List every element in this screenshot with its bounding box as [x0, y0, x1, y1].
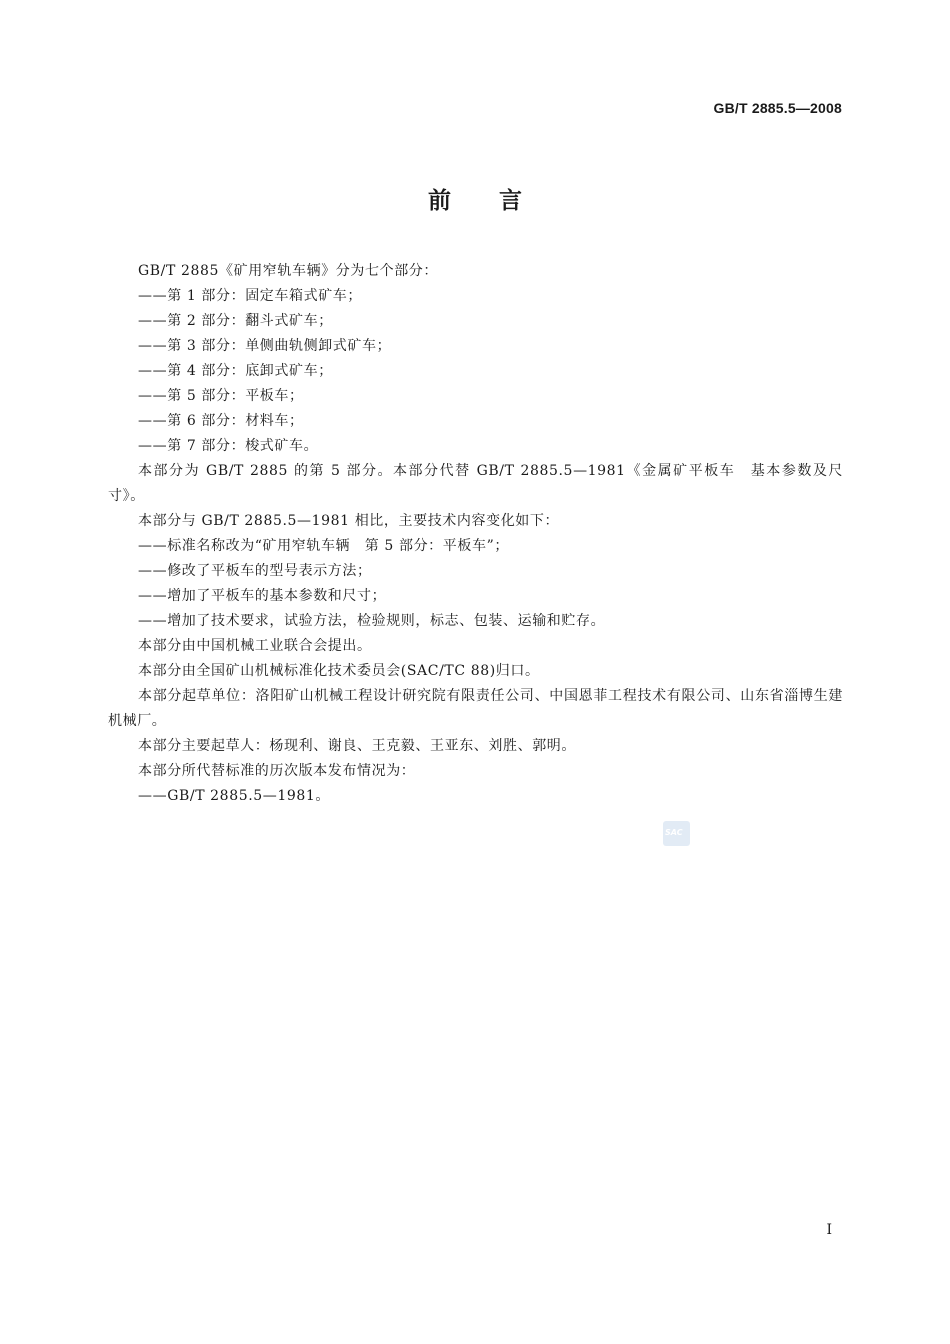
- sac-logo-icon: [663, 821, 690, 846]
- foreword-body: [108, 259, 843, 809]
- page-number: I: [826, 1222, 832, 1238]
- paragraph-drafting-units: 本部分起草单位：洛阳矿山机械工程设计研究院有限责任公司、中国恩菲工程技术有限公司、山东省淄博生建机械厂。: [108, 688, 843, 729]
- list-item-part-7: ——第 7 部分：梭式矿车。: [138, 438, 319, 454]
- paragraph-committee: 本部分由全国矿山机械标准化技术委员会(SAC/TC 88)归口。: [138, 663, 540, 679]
- paragraph-history-intro: 本部分所代替标准的历次版本发布情况为：: [138, 763, 416, 779]
- page-title: 前言: [428, 188, 570, 214]
- list-item-part-3: ——第 3 部分：单侧曲轨侧卸式矿车；: [138, 338, 392, 354]
- paragraph-changes-intro: 本部分与 GB/T 2885.5—1981 相比，主要技术内容变化如下：: [138, 513, 560, 529]
- list-item-change-3: ——增加了平板车的基本参数和尺寸；: [138, 588, 387, 604]
- paragraph-drafters: 本部分主要起草人：杨现利、谢良、王克毅、王亚东、刘胜、郭明。: [138, 738, 576, 754]
- list-item-change-4: ——增加了技术要求，试验方法，检验规则，标志、包装、运输和贮存。: [138, 613, 606, 629]
- paragraph-replacement: 本部分为 GB/T 2885 的第 5 部分。本部分代替 GB/T 2885.5—1981《金属矿平板车 基本参数及尺寸》。: [108, 463, 843, 504]
- list-item-part-4: ——第 4 部分：底卸式矿车；: [138, 363, 333, 379]
- list-item-change-2: ——修改了平板车的型号表示方法；: [138, 563, 372, 579]
- list-item-history-1: ——GB/T 2885.5—1981。: [138, 788, 330, 804]
- list-item-part-2: ——第 2 部分：翻斗式矿车；: [138, 313, 333, 329]
- document-code: GB/T 2885.5—2008: [713, 100, 842, 116]
- paragraph-intro: GB/T 2885《矿用窄轨车辆》分为七个部分：: [138, 263, 439, 279]
- list-item-part-5: ——第 5 部分：平板车；: [138, 388, 304, 404]
- list-item-part-1: ——第 1 部分：固定车箱式矿车；: [138, 288, 363, 304]
- list-item-part-6: ——第 6 部分：材料车；: [138, 413, 304, 429]
- paragraph-proposer: 本部分由中国机械工业联合会提出。: [138, 638, 372, 654]
- list-item-change-1: ——标准名称改为“矿用窄轨车辆 第 5 部分：平板车”；: [138, 538, 509, 554]
